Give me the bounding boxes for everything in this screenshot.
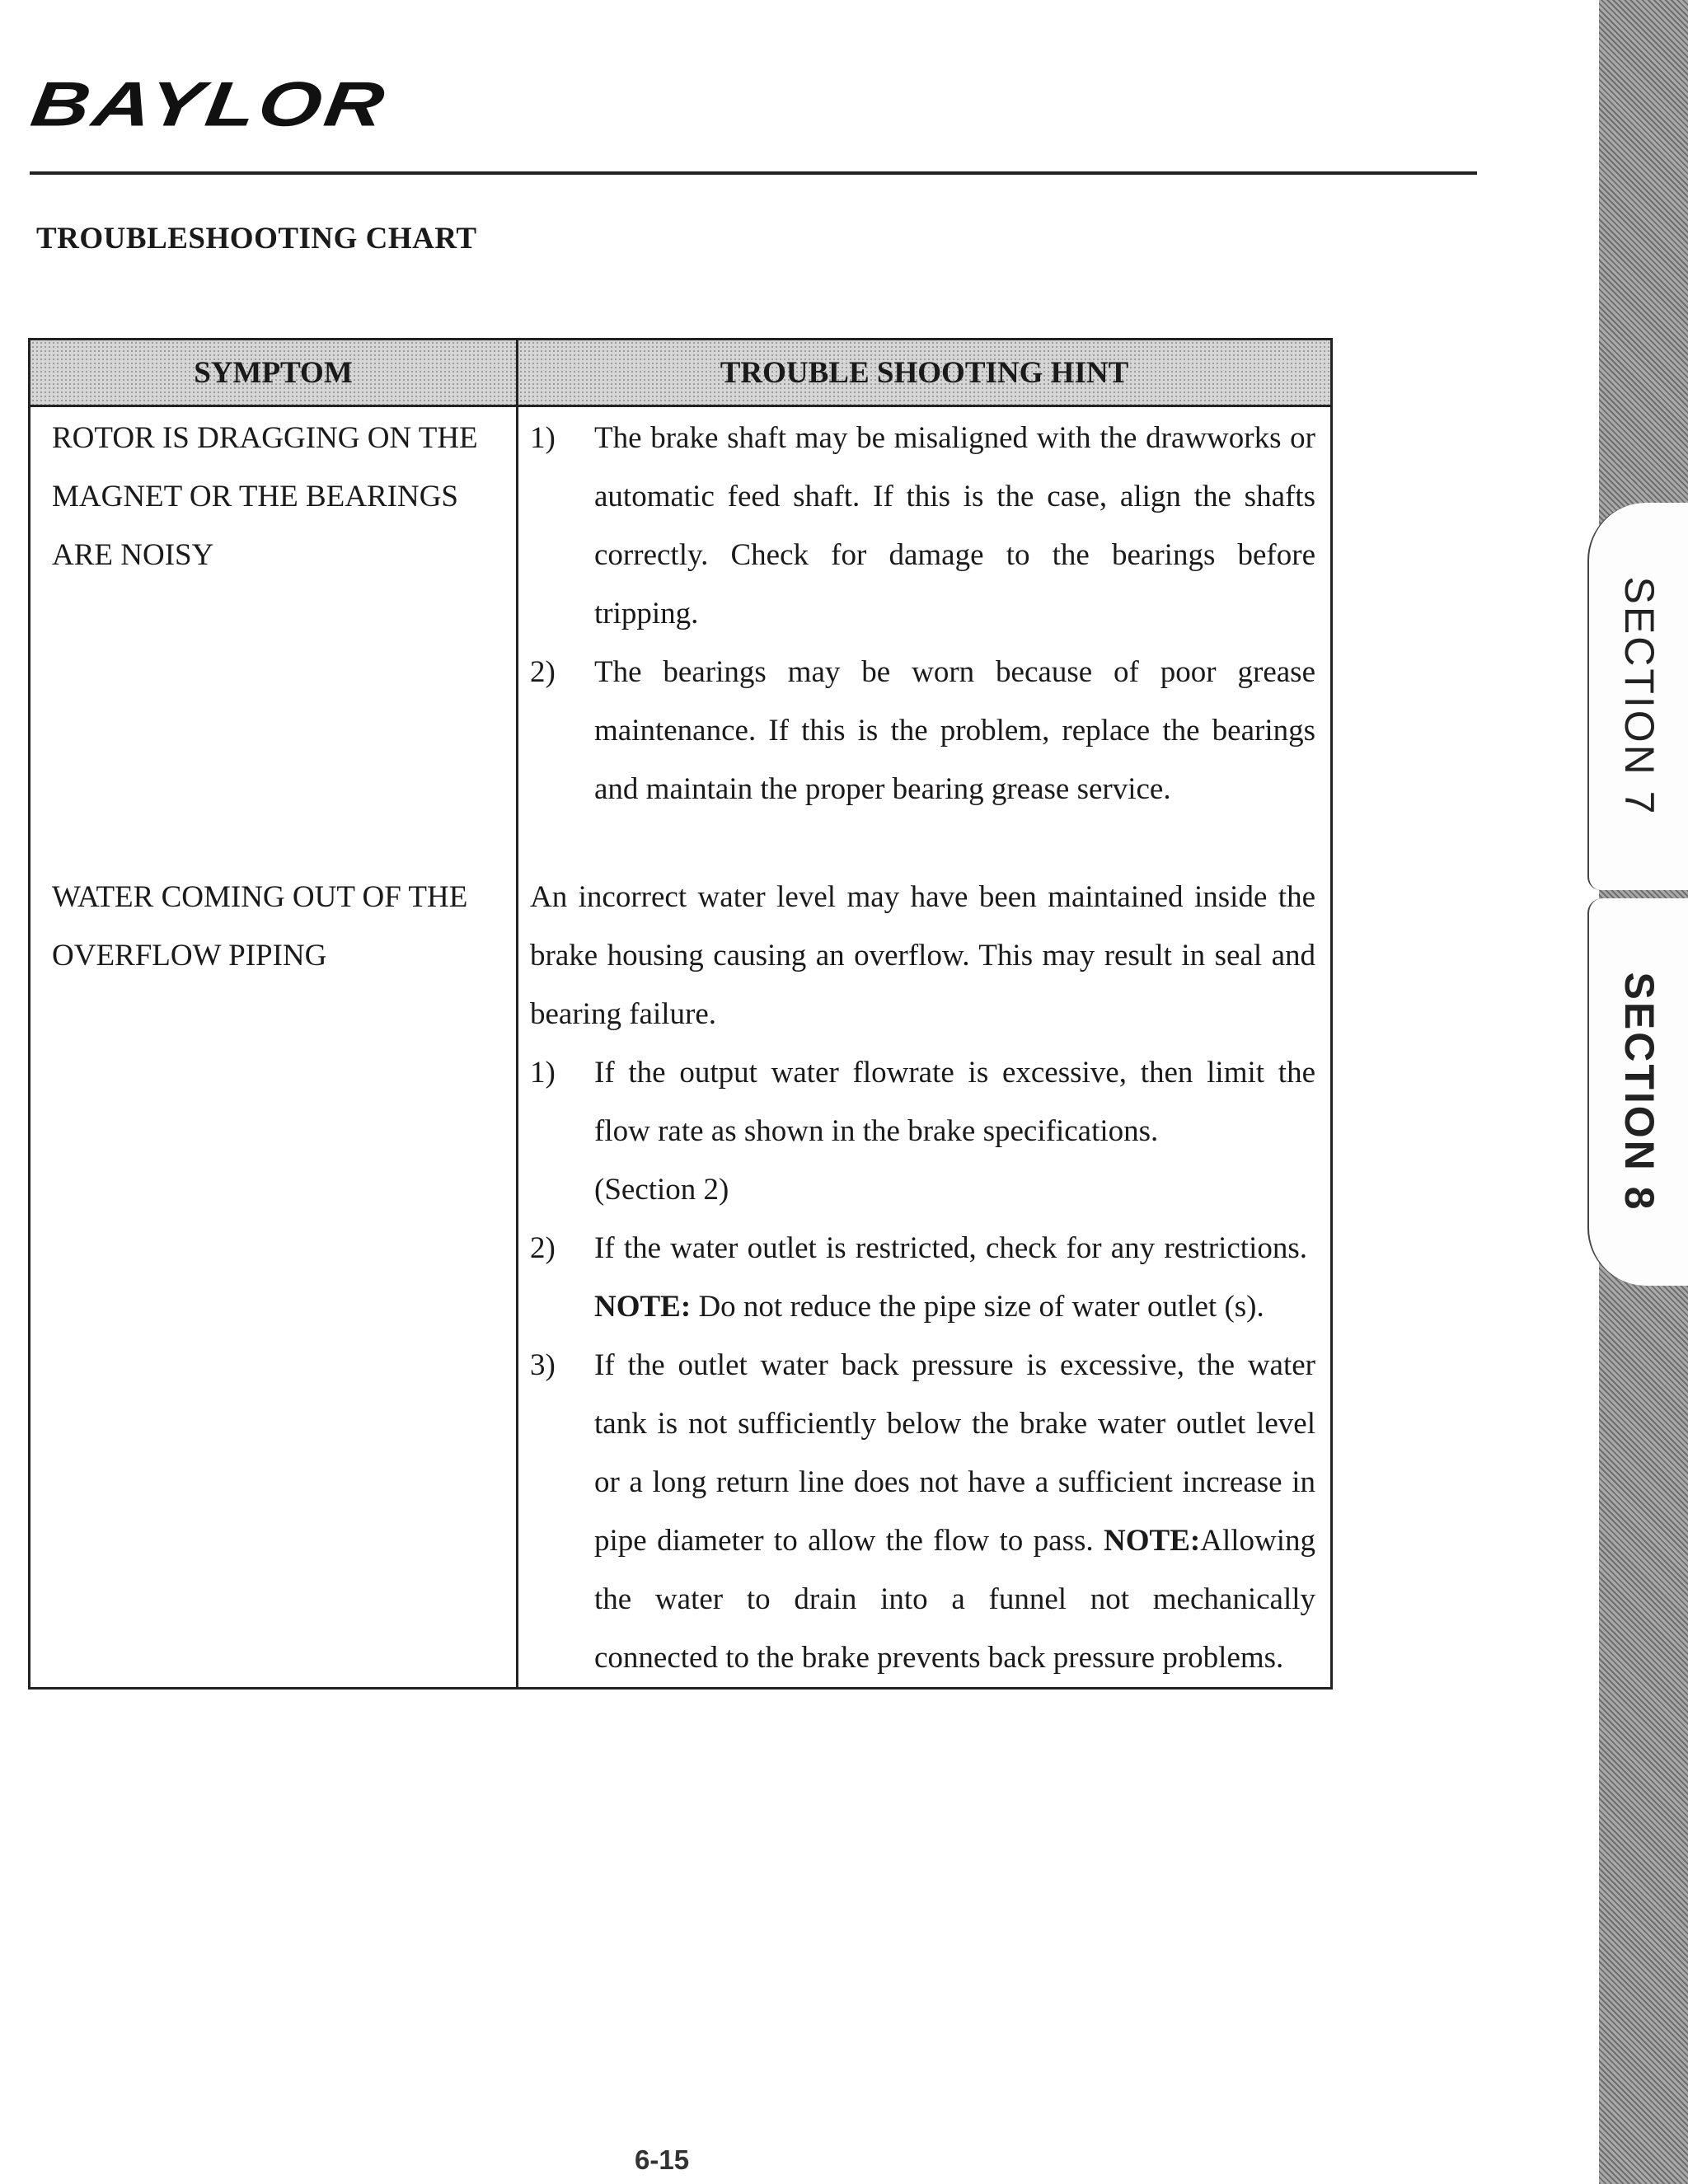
page-title: TROUBLESHOOTING CHART bbox=[36, 222, 477, 255]
hint-cell bbox=[518, 406, 1332, 869]
table-header-row bbox=[30, 340, 1332, 406]
table-row bbox=[30, 868, 1332, 1689]
symptom-column-header: SYMPTOM bbox=[30, 340, 518, 406]
troubleshooting-table bbox=[28, 338, 1333, 1690]
step-text: If the water outlet is restricted, check for any restrictions. bbox=[594, 1231, 1307, 1265]
tab-section-7-label: SECTION 7 bbox=[1616, 576, 1662, 817]
tab-section-8-label: SECTION 8 bbox=[1616, 972, 1662, 1212]
step-text: If the outlet water back pressure is excessive, the water tank is not sufficiently below the brake water outlet level or a long return line does not have a sufficient increase in pipe diameter to allow the flow to pass. bbox=[594, 1348, 1315, 1558]
step-number: 2) bbox=[530, 655, 556, 689]
hint-step bbox=[530, 643, 1315, 818]
step-text: The brake shaft may be misaligned with the drawworks or automatic feed shaft. If this is the case, align the shafts correctly. Check for damage to the bearings before tripping. bbox=[594, 421, 1315, 630]
tab-section-8[interactable] bbox=[1587, 898, 1688, 1286]
step-text: The bearings may be worn because of poor grease maintenance. If this is the problem, replace the bearings and maintain the proper bearing grease service. bbox=[594, 655, 1315, 806]
hint-intro: An incorrect water level may have been maintained inside the brake housing causing an overflow. This may result in seal and bearing failure. bbox=[530, 880, 1315, 1031]
tab-section-7[interactable] bbox=[1587, 503, 1688, 890]
note-label: NOTE: bbox=[1104, 1524, 1201, 1558]
step-text-group bbox=[594, 1336, 1315, 1687]
section-reference: (Section 2) bbox=[594, 1173, 729, 1207]
note-text: Do not reduce the pipe size of water outlet (s). bbox=[698, 1290, 1264, 1324]
hint-cell bbox=[518, 868, 1332, 1689]
step-number: 1) bbox=[530, 1056, 556, 1090]
step-text-group bbox=[594, 1043, 1315, 1219]
note-text: Allowing the water to drain into a funnel not mechanically connected to the brake prevents back pressure problems. bbox=[594, 1524, 1316, 1675]
hint-step bbox=[530, 409, 1315, 643]
hint-step bbox=[530, 1219, 1315, 1336]
step-number: 2) bbox=[530, 1231, 556, 1265]
step-number: 1) bbox=[530, 421, 556, 455]
header-rule bbox=[30, 171, 1477, 175]
page-number: 6-15 bbox=[635, 2144, 690, 2175]
symptom-cell: ROTOR IS DRAGGING ON THE MAGNET OR THE BEARINGS ARE NOISY bbox=[30, 406, 518, 869]
symptom-cell: WATER COMING OUT OF THE OVERFLOW PIPING bbox=[30, 868, 518, 1689]
baylor-logo: BAYLOR bbox=[26, 68, 392, 140]
step-text-group bbox=[594, 1219, 1315, 1336]
table-row bbox=[30, 406, 1332, 869]
hint-step bbox=[530, 1043, 1315, 1219]
hint-step bbox=[530, 1336, 1315, 1687]
hint-column-header: TROUBLE SHOOTING HINT bbox=[518, 340, 1332, 406]
step-text: If the output water flowrate is excessive, then limit the flow rate as shown in the brake specifications. bbox=[594, 1056, 1315, 1148]
note-label: NOTE: bbox=[594, 1290, 692, 1324]
step-number: 3) bbox=[530, 1348, 556, 1382]
